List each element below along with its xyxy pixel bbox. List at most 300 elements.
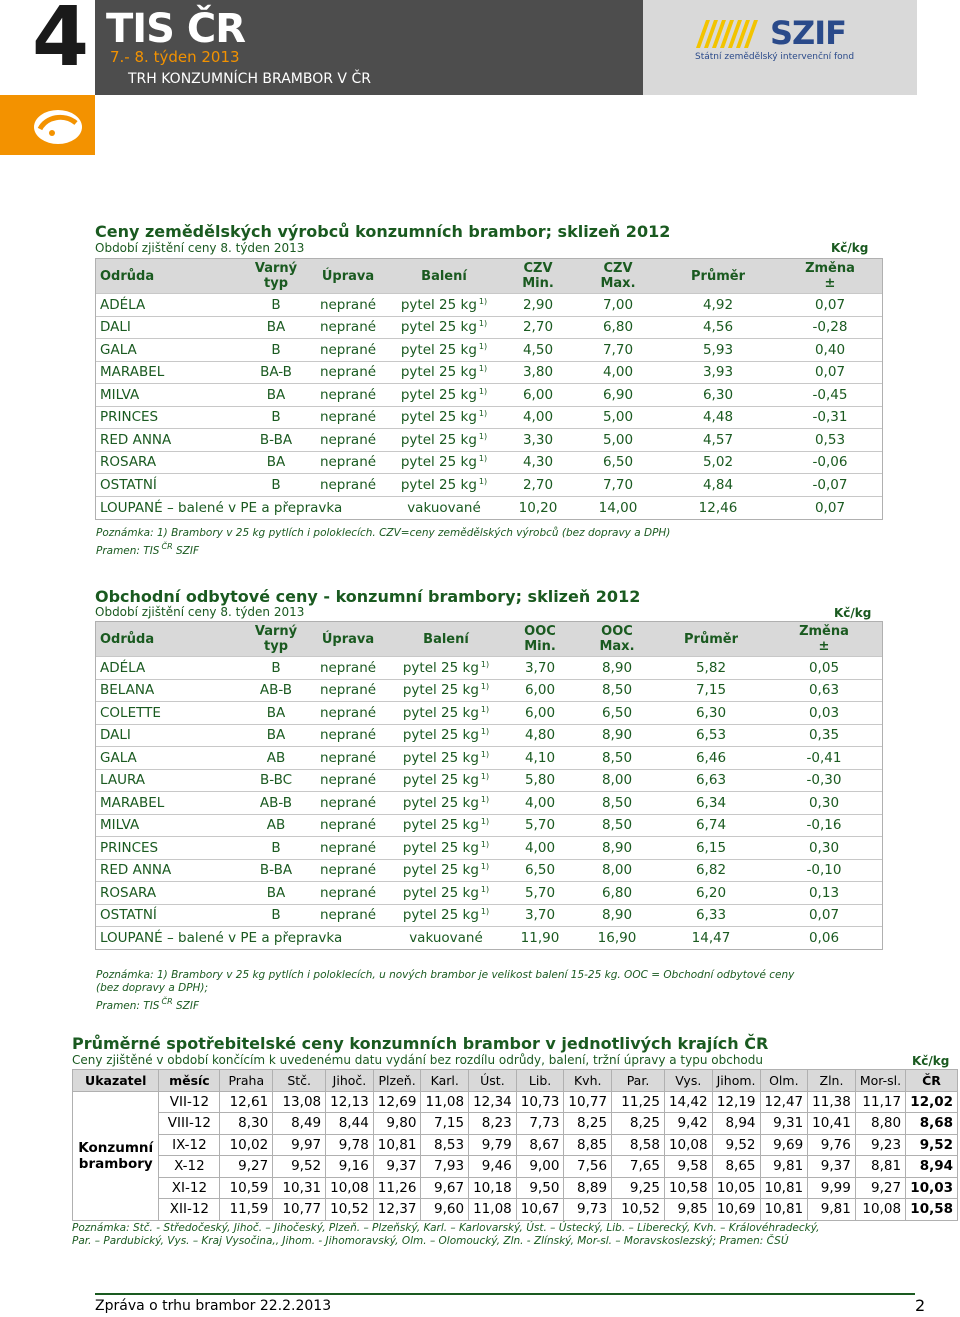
avg-price-cell: 7,15 <box>656 679 766 702</box>
footnote-marker: 1) <box>480 727 490 737</box>
cooking-type-cell: B <box>246 406 306 429</box>
col-baleni: Balení <box>390 259 498 294</box>
change-cell: 0,07 <box>778 361 882 384</box>
column-header: Par. <box>612 1070 665 1092</box>
footnote-marker: 1) <box>478 409 488 419</box>
table2-note-line2: (bez dopravy a DPH); <box>96 982 209 994</box>
min-price-cell: 6,50 <box>502 859 578 882</box>
table-row <box>73 1199 958 1221</box>
treatment-cell: neprané <box>306 702 390 725</box>
max-price-cell: 7,00 <box>578 294 658 317</box>
packaging-cell <box>390 406 498 429</box>
indicator-label-line1: Konzumní <box>78 1139 154 1156</box>
region-price-cell: 9,81 <box>808 1199 856 1221</box>
footnote-marker: 1) <box>478 296 488 306</box>
region-price-cell: 10,69 <box>712 1199 760 1221</box>
szif-logo <box>690 14 865 66</box>
table-row <box>96 361 882 384</box>
footnote-marker: 1) <box>480 772 490 782</box>
region-price-cell: 10,77 <box>564 1091 612 1113</box>
cooking-type-cell: B-BA <box>246 429 306 452</box>
column-header: Jihom. <box>712 1070 760 1092</box>
packaging-cell <box>390 814 502 837</box>
region-price-cell: 9,79 <box>469 1134 517 1156</box>
packaging-label: pytel 25 kg <box>402 682 479 699</box>
col-prumer: Průměr <box>656 622 766 657</box>
table1-note: Poznámka: 1) Brambory v 25 kg pytlích i poloklecích. CZV=ceny zemědělských výrobců (bez dopravy a DPH) <box>96 527 671 539</box>
region-price-cell: 10,52 <box>612 1199 665 1221</box>
national-price-cell: 9,52 <box>906 1134 958 1156</box>
variety-cell: MARABEL <box>96 792 246 815</box>
variety-cell: MILVA <box>96 384 246 407</box>
treatment-cell: neprané <box>306 769 390 792</box>
min-price-cell: 4,10 <box>502 747 578 770</box>
avg-price-cell: 6,20 <box>656 882 766 905</box>
region-price-cell: 9,80 <box>373 1113 421 1135</box>
treatment-cell: neprané <box>306 792 390 815</box>
change-cell: 0,07 <box>778 496 882 519</box>
treatment-cell: neprané <box>306 361 390 384</box>
table-header-row <box>73 1070 958 1092</box>
packaging-cell: vakuované <box>390 496 498 519</box>
avg-price-cell: 14,47 <box>656 927 766 950</box>
treatment-cell: neprané <box>306 859 390 882</box>
variety-cell: OSTATNÍ <box>96 904 246 927</box>
variety-cell: BELANA <box>96 679 246 702</box>
variety-cell: RED ANNA <box>96 859 246 882</box>
min-price-cell: 6,00 <box>502 702 578 725</box>
treatment-cell: neprané <box>306 451 390 474</box>
table-row <box>73 1177 958 1199</box>
month-cell: XII-12 <box>159 1199 220 1221</box>
table3-unit: Kč/kg <box>912 1054 950 1068</box>
table-row <box>96 429 882 452</box>
column-header: Vys. <box>664 1070 712 1092</box>
cooking-type-cell: B <box>246 474 306 497</box>
packaging-cell <box>390 747 502 770</box>
treatment-cell: neprané <box>306 724 390 747</box>
treatment-cell: neprané <box>306 814 390 837</box>
table3-note-line2: Par. – Pardubický, Vys. – Kraj Vysočina,, Jihom. - Jihomoravský, Olm. – Olomoucký, Zln. - Zlínský, Mor-sl. – Moravskoslezský; Pramen: ČSÚ <box>72 1235 789 1247</box>
region-price-cell: 10,02 <box>220 1134 273 1156</box>
avg-price-cell: 3,93 <box>658 361 778 384</box>
min-price-cell: 2,70 <box>498 474 578 497</box>
region-price-cell: 8,58 <box>612 1134 665 1156</box>
table1-title: Ceny zemědělských výrobců konzumních brambor; sklizeň 2012 <box>95 222 671 241</box>
month-cell: XI-12 <box>159 1177 220 1199</box>
table-row <box>96 384 882 407</box>
column-header: ČR <box>906 1070 958 1092</box>
treatment-cell: neprané <box>306 339 390 362</box>
col-zmena: Změna ± <box>766 622 882 657</box>
packaging-cell <box>390 451 498 474</box>
col-prumer: Průměr <box>658 259 778 294</box>
column-header: Stč. <box>273 1070 326 1092</box>
avg-price-cell: 6,53 <box>656 724 766 747</box>
wholesale-prices-table <box>96 622 882 949</box>
table2-source: Pramen: TIS $^{ČR}$ SZIF <box>96 997 199 1012</box>
min-price-cell: 3,70 <box>502 904 578 927</box>
avg-price-cell: 4,48 <box>658 406 778 429</box>
region-price-cell: 12,69 <box>373 1091 421 1113</box>
table3-subtitle: Ceny zjištěné v období končícím k uvedenému datu vydání bez rozdílu odrůdy, balení, tržní úpravy a typu obchodu <box>72 1053 763 1067</box>
max-price-cell: 7,70 <box>578 339 658 362</box>
avg-price-cell: 6,74 <box>656 814 766 837</box>
change-cell: -0,06 <box>778 451 882 474</box>
treatment-cell: neprané <box>306 882 390 905</box>
region-price-cell: 9,23 <box>855 1134 905 1156</box>
national-price-cell: 12,02 <box>906 1091 958 1113</box>
footnote-marker: 1) <box>478 319 488 329</box>
table-row <box>96 747 882 770</box>
month-cell: IX-12 <box>159 1134 220 1156</box>
variety-cell: PRINCES <box>96 837 246 860</box>
region-price-cell: 9,16 <box>326 1156 374 1178</box>
avg-price-cell: 12,46 <box>658 496 778 519</box>
region-price-cell: 8,30 <box>220 1113 273 1135</box>
packaging-cell <box>390 339 498 362</box>
packaging-label: pytel 25 kg <box>402 772 479 789</box>
col-uprava: Úprava <box>306 259 390 294</box>
region-price-cell: 11,25 <box>612 1091 665 1113</box>
peeled-label-cell: LOUPANÉ – balené v PE a přepravka <box>96 927 390 950</box>
variety-cell: MILVA <box>96 814 246 837</box>
packaging-label: pytel 25 kg <box>400 409 477 426</box>
region-price-cell: 8,44 <box>326 1113 374 1135</box>
month-cell: X-12 <box>159 1156 220 1178</box>
packaging-cell <box>390 792 502 815</box>
region-price-cell: 10,73 <box>516 1091 564 1113</box>
region-price-cell: 10,77 <box>273 1199 326 1221</box>
max-price-cell: 8,50 <box>578 792 656 815</box>
region-price-cell: 10,58 <box>664 1177 712 1199</box>
region-price-cell: 7,93 <box>421 1156 469 1178</box>
max-price-cell: 5,00 <box>578 406 658 429</box>
packaging-label: pytel 25 kg <box>402 817 479 834</box>
footer-divider <box>95 1293 915 1295</box>
packaging-label: pytel 25 kg <box>400 431 477 448</box>
column-header: Praha <box>220 1070 273 1092</box>
avg-price-cell: 6,30 <box>658 384 778 407</box>
variety-cell: GALA <box>96 747 246 770</box>
variety-cell: ADÉLA <box>96 657 246 680</box>
col-min: OOC Min. <box>502 622 578 657</box>
region-price-cell: 9,27 <box>855 1177 905 1199</box>
cooking-type-cell: BA <box>246 702 306 725</box>
change-cell: 0,30 <box>766 792 882 815</box>
footnote-marker: 1) <box>480 862 490 872</box>
column-header: Lib. <box>516 1070 564 1092</box>
avg-price-cell: 6,34 <box>656 792 766 815</box>
change-cell: -0,07 <box>778 474 882 497</box>
footnote-marker: 1) <box>478 341 488 351</box>
change-cell: 0,06 <box>766 927 882 950</box>
table1-unit: Kč/kg <box>831 241 869 255</box>
variety-cell: DALI <box>96 724 246 747</box>
min-price-cell: 5,70 <box>502 882 578 905</box>
column-header: Zln. <box>808 1070 856 1092</box>
region-price-cell: 9,37 <box>808 1156 856 1178</box>
table-row <box>96 837 882 860</box>
region-price-cell: 9,25 <box>612 1177 665 1199</box>
table-row <box>96 904 882 927</box>
cooking-type-cell: B-BC <box>246 769 306 792</box>
cooking-type-cell: AB-B <box>246 792 306 815</box>
avg-price-cell: 4,57 <box>658 429 778 452</box>
footnote-marker: 1) <box>480 884 490 894</box>
max-price-cell: 8,90 <box>578 837 656 860</box>
region-price-cell: 11,08 <box>421 1091 469 1113</box>
region-price-cell: 9,58 <box>664 1156 712 1178</box>
region-price-cell: 7,65 <box>612 1156 665 1178</box>
cooking-type-cell: BA <box>246 384 306 407</box>
region-price-cell: 8,89 <box>564 1177 612 1199</box>
max-price-cell: 4,00 <box>578 361 658 384</box>
change-cell: -0,16 <box>766 814 882 837</box>
packaging-cell <box>390 904 502 927</box>
table2-note-line1: Poznámka: 1) Brambory v 25 kg pytlích i poloklecích, u nových brambor je velikost balení 15-25 kg. OOC = Obchodní odbytové ceny <box>96 969 795 981</box>
packaging-cell <box>390 384 498 407</box>
szif-logo-subtext: Státní zemědělský intervenční fond <box>695 52 855 62</box>
table3-title: Průměrné spotřebitelské ceny konzumních brambor v jednotlivých krajích ČR <box>72 1034 769 1053</box>
region-price-cell: 9,42 <box>664 1113 712 1135</box>
variety-cell: ADÉLA <box>96 294 246 317</box>
producer-prices-table <box>96 259 882 519</box>
region-price-cell: 9,52 <box>273 1156 326 1178</box>
page-number: 2 <box>915 1296 926 1315</box>
treatment-cell: neprané <box>306 406 390 429</box>
footnote-marker: 1) <box>478 431 488 441</box>
change-cell: 0,35 <box>766 724 882 747</box>
region-price-cell: 9,31 <box>760 1113 808 1135</box>
region-price-cell: 9,50 <box>516 1177 564 1199</box>
avg-price-cell: 4,84 <box>658 474 778 497</box>
region-price-cell: 10,18 <box>469 1177 517 1199</box>
region-price-cell: 12,61 <box>220 1091 273 1113</box>
avg-price-cell: 4,56 <box>658 316 778 339</box>
col-uprava: Úprava <box>306 622 390 657</box>
column-header: Plzeň. <box>373 1070 421 1092</box>
col-varny-typ: Varný typ <box>246 622 306 657</box>
column-header: Ukazatel <box>73 1070 159 1092</box>
region-price-cell: 10,08 <box>855 1199 905 1221</box>
min-price-cell: 5,80 <box>502 769 578 792</box>
table-row <box>73 1113 958 1135</box>
variety-cell: ROSARA <box>96 882 246 905</box>
max-price-cell: 8,50 <box>578 747 656 770</box>
max-price-cell: 6,50 <box>578 702 656 725</box>
col-max: CZV Max. <box>578 259 658 294</box>
table-row <box>96 406 882 429</box>
avg-price-cell: 6,30 <box>656 702 766 725</box>
table-row <box>96 679 882 702</box>
min-price-cell: 2,90 <box>498 294 578 317</box>
peeled-label-cell: LOUPANÉ – balené v PE a přepravka <box>96 496 390 519</box>
region-price-cell: 8,85 <box>564 1134 612 1156</box>
region-price-cell: 11,59 <box>220 1199 273 1221</box>
treatment-cell: neprané <box>306 316 390 339</box>
table1-period: Období zjištění ceny 8. týden 2013 <box>95 241 305 255</box>
table3-note-line1: Poznámka: Stč. - Středočeský, Jihoč. – Jihočeský, Plzeň. – Plzeňský, Karl. – Karlovarský, Úst. – Ústecký, Lib. – Liberecký, Kvh. – Královéhradecký, <box>72 1222 820 1234</box>
table-row <box>96 474 882 497</box>
min-price-cell: 4,00 <box>502 792 578 815</box>
indicator-cell <box>73 1091 159 1220</box>
packaging-label: pytel 25 kg <box>400 386 477 403</box>
header-title: TIS ČR <box>106 6 246 52</box>
change-cell: -0,28 <box>778 316 882 339</box>
region-price-cell: 8,53 <box>421 1134 469 1156</box>
treatment-cell: neprané <box>306 429 390 452</box>
avg-price-cell: 6,33 <box>656 904 766 927</box>
region-price-cell: 9,00 <box>516 1156 564 1178</box>
table-header-row <box>96 259 882 294</box>
region-price-cell: 13,08 <box>273 1091 326 1113</box>
table-row <box>96 769 882 792</box>
region-price-cell: 9,69 <box>760 1134 808 1156</box>
region-price-cell: 8,94 <box>712 1113 760 1135</box>
issue-number: 4 <box>32 0 88 85</box>
cooking-type-cell: B <box>246 339 306 362</box>
packaging-cell <box>390 316 498 339</box>
table-row <box>96 814 882 837</box>
region-price-cell: 12,19 <box>712 1091 760 1113</box>
footnote-marker: 1) <box>480 907 490 917</box>
region-price-cell: 9,99 <box>808 1177 856 1199</box>
col-odruda: Odrůda <box>96 259 246 294</box>
cooking-type-cell: AB-B <box>246 679 306 702</box>
footnote-marker: 1) <box>480 704 490 714</box>
min-price-cell: 3,70 <box>502 657 578 680</box>
variety-cell: OSTATNÍ <box>96 474 246 497</box>
column-header: Karl. <box>421 1070 469 1092</box>
region-price-cell: 9,27 <box>220 1156 273 1178</box>
change-cell: -0,41 <box>766 747 882 770</box>
max-price-cell: 8,50 <box>578 679 656 702</box>
min-price-cell: 6,00 <box>498 384 578 407</box>
variety-cell: COLETTE <box>96 702 246 725</box>
footnote-marker: 1) <box>480 839 490 849</box>
footnote-marker: 1) <box>478 476 488 486</box>
packaging-cell <box>390 724 502 747</box>
region-price-cell: 9,76 <box>808 1134 856 1156</box>
cooking-type-cell: B <box>246 904 306 927</box>
cooking-type-cell: B <box>246 837 306 860</box>
treatment-cell: neprané <box>306 679 390 702</box>
min-price-cell: 5,70 <box>502 814 578 837</box>
packaging-cell <box>390 859 502 882</box>
col-max: OOC Max. <box>578 622 656 657</box>
packaging-cell <box>390 361 498 384</box>
column-header: měsíc <box>159 1070 220 1092</box>
change-cell: 0,03 <box>766 702 882 725</box>
region-price-cell: 10,67 <box>516 1199 564 1221</box>
footnote-marker: 1) <box>480 749 490 759</box>
region-price-cell: 10,31 <box>273 1177 326 1199</box>
region-price-cell: 10,81 <box>760 1199 808 1221</box>
change-cell: -0,10 <box>766 859 882 882</box>
table-row <box>96 792 882 815</box>
region-price-cell: 8,80 <box>855 1113 905 1135</box>
table1-source: Pramen: TIS $^{ČR}$ SZIF <box>96 542 199 557</box>
table-row <box>96 859 882 882</box>
packaging-label: pytel 25 kg <box>400 364 477 381</box>
region-price-cell: 10,81 <box>373 1134 421 1156</box>
region-price-cell: 12,47 <box>760 1091 808 1113</box>
national-price-cell: 10,03 <box>906 1177 958 1199</box>
change-cell: 0,07 <box>778 294 882 317</box>
region-price-cell: 9,97 <box>273 1134 326 1156</box>
col-varny-typ: Varný typ <box>246 259 306 294</box>
table-row-peeled <box>96 927 882 950</box>
change-cell: -0,45 <box>778 384 882 407</box>
max-price-cell: 8,00 <box>578 859 656 882</box>
national-price-cell: 10,58 <box>906 1199 958 1221</box>
table-row <box>96 339 882 362</box>
packaging-cell <box>390 837 502 860</box>
table-row <box>73 1156 958 1178</box>
region-price-cell: 8,67 <box>516 1134 564 1156</box>
footnote-marker: 1) <box>478 364 488 374</box>
min-price-cell: 11,90 <box>502 927 578 950</box>
packaging-label: pytel 25 kg <box>402 862 479 879</box>
packaging-cell <box>390 294 498 317</box>
packaging-label: pytel 25 kg <box>402 839 479 856</box>
region-price-cell: 10,59 <box>220 1177 273 1199</box>
packaging-label: pytel 25 kg <box>400 319 477 336</box>
packaging-cell <box>390 474 498 497</box>
change-cell: -0,31 <box>778 406 882 429</box>
min-price-cell: 2,70 <box>498 316 578 339</box>
packaging-cell <box>390 429 498 452</box>
packaging-label: pytel 25 kg <box>400 454 477 471</box>
packaging-label: pytel 25 kg <box>402 884 479 901</box>
table2-unit: Kč/kg <box>834 606 872 620</box>
region-price-cell: 7,56 <box>564 1156 612 1178</box>
treatment-cell: neprané <box>306 904 390 927</box>
min-price-cell: 4,30 <box>498 451 578 474</box>
packaging-cell: vakuované <box>390 927 502 950</box>
change-cell: 0,05 <box>766 657 882 680</box>
region-price-cell: 9,73 <box>564 1199 612 1221</box>
region-price-cell: 8,81 <box>855 1156 905 1178</box>
variety-cell: LAURA <box>96 769 246 792</box>
min-price-cell: 4,00 <box>502 837 578 860</box>
potato-icon <box>30 103 86 149</box>
table-row <box>96 724 882 747</box>
packaging-label: pytel 25 kg <box>402 704 479 721</box>
max-price-cell: 8,90 <box>578 724 656 747</box>
szif-logo-icon <box>696 18 764 50</box>
packaging-label: pytel 25 kg <box>402 749 479 766</box>
region-price-cell: 11,26 <box>373 1177 421 1199</box>
month-cell: VIII-12 <box>159 1113 220 1135</box>
table-row <box>96 702 882 725</box>
change-cell: -0,30 <box>766 769 882 792</box>
table2-period: Období zjištění ceny 8. týden 2013 <box>95 605 305 619</box>
max-price-cell: 8,90 <box>578 904 656 927</box>
col-zmena: Změna ± <box>778 259 882 294</box>
footnote-marker: 1) <box>480 794 490 804</box>
column-header: Kvh. <box>564 1070 612 1092</box>
avg-price-cell: 6,15 <box>656 837 766 860</box>
col-odruda: Odrůda <box>96 622 246 657</box>
packaging-label: pytel 25 kg <box>402 727 479 744</box>
avg-price-cell: 4,92 <box>658 294 778 317</box>
region-price-cell: 9,37 <box>373 1156 421 1178</box>
header-subtitle: TRH KONZUMNÍCH BRAMBOR V ČR <box>128 71 371 87</box>
avg-price-cell: 6,63 <box>656 769 766 792</box>
national-price-cell: 8,94 <box>906 1156 958 1178</box>
